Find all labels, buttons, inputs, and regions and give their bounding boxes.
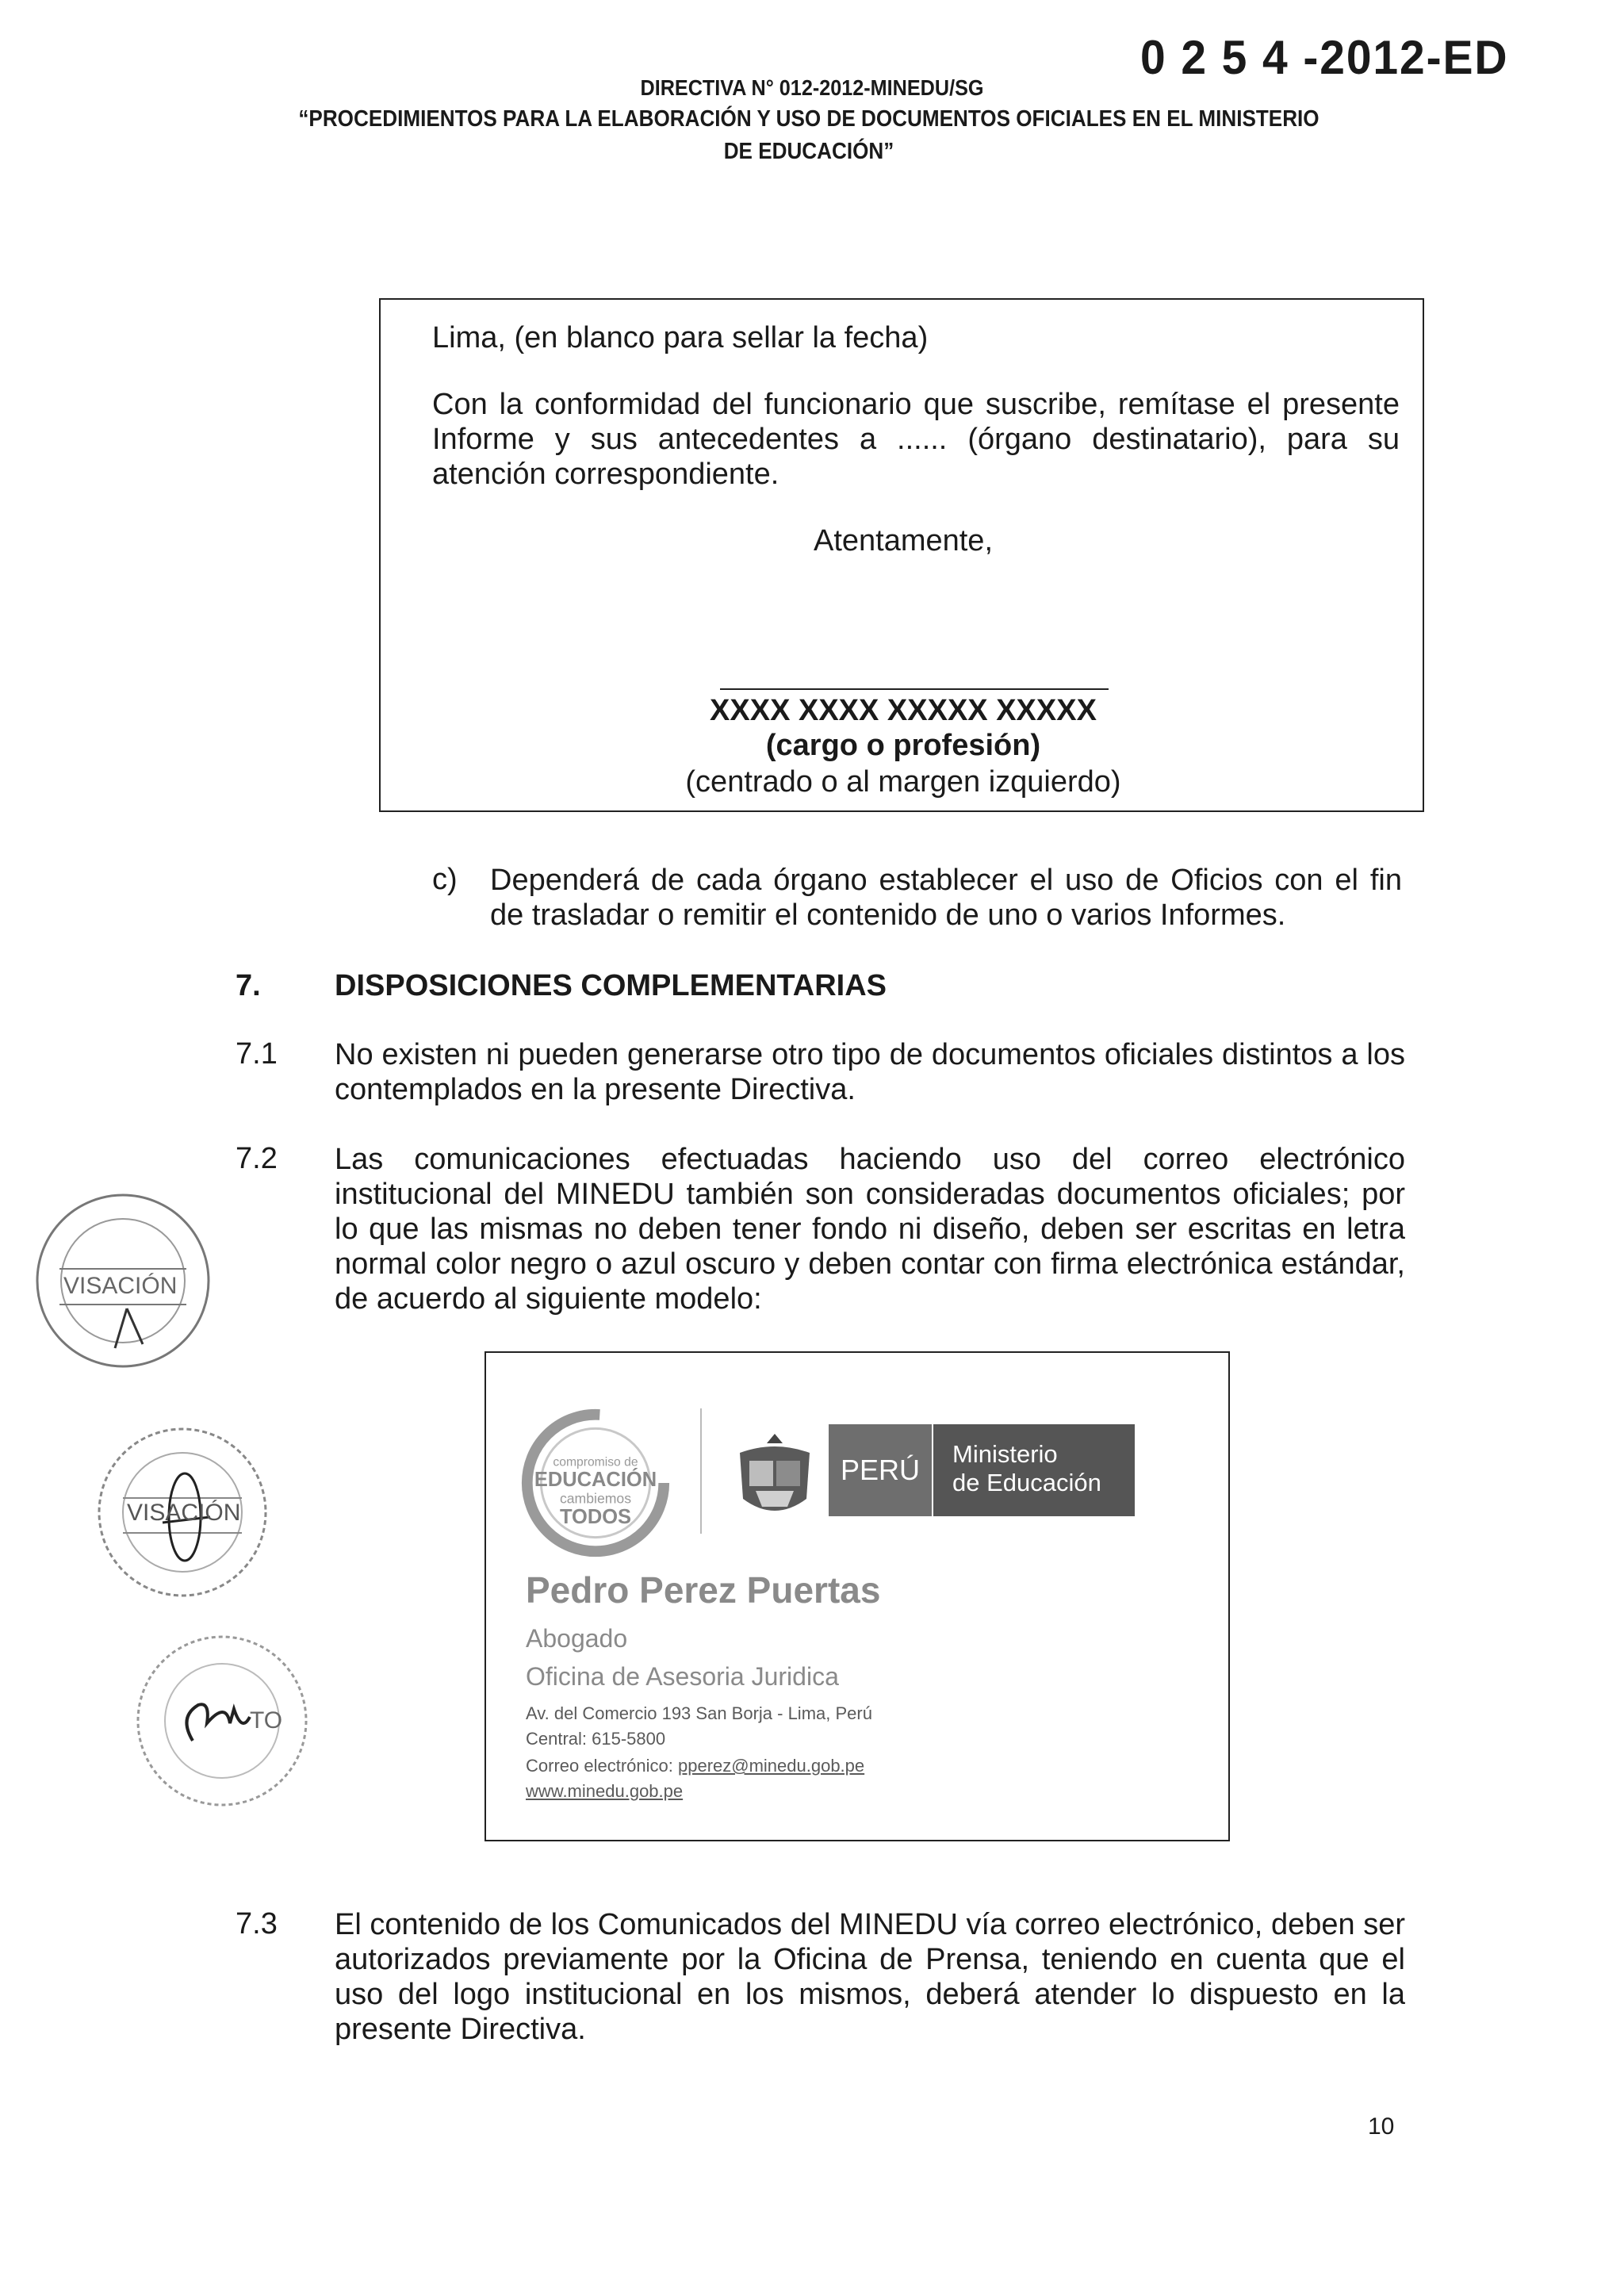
section-title: DISPOSICIONES COMPLEMENTARIAS — [335, 969, 887, 1002]
stamp-seal-icon — [131, 1630, 313, 1812]
signature-name: Pedro Perez Puertas — [526, 1569, 881, 1611]
directive-id: DIRECTIVA N° 012-2012-MINEDU/SG — [640, 75, 984, 100]
letter-date-line: Lima, (en blanco para sellar la fecha) — [432, 321, 929, 354]
svg-text:compromiso de: compromiso de — [553, 1455, 638, 1469]
signature-address: Av. del Comercio 193 San Borja - Lima, Perú — [526, 1703, 872, 1723]
signature-line — [720, 688, 1109, 690]
item-7-3-number: 7.3 — [236, 1907, 278, 1941]
signature-office: Oficina de Asesoria Juridica — [526, 1662, 839, 1691]
letter-closing: Atentamente, — [813, 524, 994, 557]
item-7-2-number: 7.2 — [236, 1142, 278, 1175]
signature-website-link[interactable]: www.minedu.gob.pe — [526, 1781, 684, 1801]
visacion-stamp-2 — [91, 1423, 274, 1602]
signer-role: (cargo o profesión) — [765, 729, 1041, 762]
directive-title: “PROCEDIMIENTOS PARA LA ELABORACIÓN Y USO DE DOCUMENTOS OFICIALES EN EL MINISTERIO DE EDUCACIÓN” — [298, 106, 1320, 164]
item-7-1-text: No existen ni pueden generarse otro tipo de documentos oficiales distintos a los contemplados en la presente Directiva. — [335, 1038, 1405, 1106]
signature-email-row — [526, 1756, 864, 1776]
letter-body: Con la conformidad del funcionario que suscribe, remítase el presente Informe y sus antecedentes a ...... (órgano destinatario), para su atención correspondiente. — [432, 388, 1400, 491]
svg-text:EDUCACIÓN: EDUCACIÓN — [534, 1468, 657, 1491]
signature-email-link[interactable]: pperez@minedu.gob.pe — [677, 1756, 865, 1776]
signature-email-label: Correo electrónico: — [526, 1756, 678, 1776]
letter-model-box — [379, 298, 1424, 812]
ministry-line-1: Ministerio — [952, 1440, 1058, 1468]
signature-phone: Central: 615-5800 — [526, 1729, 666, 1749]
email-signature-model — [485, 1351, 1230, 1841]
ministry-line-2: de Educación — [952, 1469, 1101, 1496]
stamp-1-label: VISACIÓN — [63, 1273, 178, 1299]
signer-note: (centrado o al margen izquierdo) — [685, 765, 1121, 799]
visacion-stamp-1 — [32, 1190, 214, 1372]
logo-divider — [700, 1408, 702, 1534]
item-7-1-number: 7.1 — [236, 1037, 278, 1071]
item-7-2-text: Las comunicaciones efectuadas haciendo uso del correo electrónico institucional del MINEDU también son consideradas documentos oficiales; por lo que las mismas no deben tener fondo ni diseño, deben ser escritas en letra normal color negro o azul oscuro y deben contar con firma electrónica estándar, de acuerdo al siguiente modelo: — [335, 1143, 1405, 1316]
item-c-text: Dependerá de cada órgano establecer el uso de Oficios con el fin de trasladar o remitir el contenido de uno o varios Informes. — [490, 864, 1402, 932]
signature-role: Abogado — [526, 1624, 628, 1653]
peru-brand-block: PERÚ — [829, 1424, 932, 1516]
stamp-3-label: TO — [250, 1707, 283, 1734]
stamp-2-label: VISACIÓN — [127, 1500, 241, 1526]
item-7-3-text: El contenido de los Comunicados del MINEDU vía correo electrónico, deben ser autorizados previamente por la Oficina de Prensa, teniendo en cuenta que el uso del logo institucional en los mismos, deberá atender lo dispuesto en la presente Directiva. — [335, 1908, 1405, 2046]
svg-text:cambiemos: cambiemos — [559, 1490, 632, 1507]
asesoria-juridica-stamp — [131, 1630, 313, 1812]
signer-name: XXXX XXXX XXXXX XXXXX — [710, 694, 1097, 727]
campaign-logo-icon — [518, 1405, 673, 1561]
peru-coat-of-arms-icon — [732, 1429, 818, 1524]
section-number: 7. — [236, 969, 261, 1002]
ministry-brand-block — [933, 1424, 1135, 1516]
svg-text:TODOS: TODOS — [559, 1505, 632, 1528]
item-c-marker: c) — [432, 863, 458, 896]
page-number: 10 — [1368, 2113, 1395, 2140]
document-number: 0 2 5 4 -2012-ED — [1140, 31, 1509, 84]
